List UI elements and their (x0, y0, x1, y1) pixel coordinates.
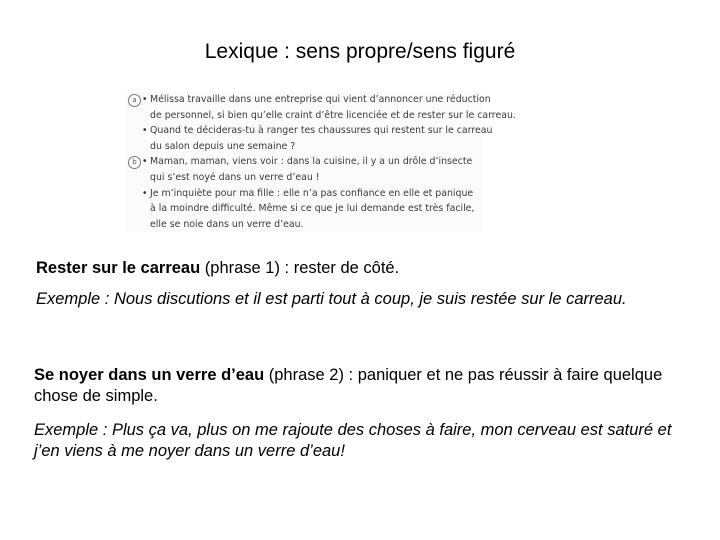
textbook-excerpt-image (126, 92, 516, 232)
excerpt-line: à la moindre difficulté. Même si ce que je lui demande est très facile, (150, 203, 475, 215)
expression-term: Rester sur le carreau (36, 259, 201, 277)
excerpt-line: • Mélissa travaille dans une entreprise qui vient d’annoncer une réduction (126, 92, 482, 108)
page-title: Lexique : sens propre/sens figuré (204, 40, 516, 63)
excerpt-line: du salon depuis une semaine ? (150, 140, 296, 152)
expression-term: Se noyer dans un verre d’eau (34, 366, 265, 384)
excerpt-line: qui s’est noyé dans un verre d’eau ! (150, 171, 320, 183)
group-marker-a: a (128, 94, 141, 107)
definition-text: (phrase 1) : rester de côté. (200, 259, 400, 277)
excerpt-group-a (126, 92, 516, 154)
excerpt-line: • Je m’inquiète pour ma fille : elle n’a pas confiance en elle et panique (126, 186, 482, 202)
group-marker-b: b (128, 156, 141, 169)
expression-example-1: Exemple : Nous discutions et il est parti tout à coup, je suis restée sur le carreau. (36, 290, 627, 308)
excerpt-group-b (126, 154, 482, 232)
expression-definition-1 (36, 258, 399, 279)
excerpt-line: elle se noie dans un verre d’eau. (150, 218, 304, 230)
excerpt-line: de personnel, si bien qu’elle craint d’être licenciée et de rester sur le carreau. (150, 109, 516, 121)
excerpt-line: • Maman, maman, viens voir : dans la cuisine, il y a un drôle d’insecte (126, 154, 482, 170)
expression-example-2: Exemple : Plus ça va, plus on me rajoute des choses à faire, mon cerveau est saturé et j’en viens à me noyer dans un verre d’eau! (34, 421, 672, 460)
expression-definition-2 (34, 365, 684, 407)
excerpt-line: • Quand te décideras-tu à ranger tes chaussures qui restent sur le carreau (126, 123, 482, 139)
definition-text: (phrase 2) : paniquer et ne pas réussir à faire quelque chose de simple. (34, 366, 663, 405)
